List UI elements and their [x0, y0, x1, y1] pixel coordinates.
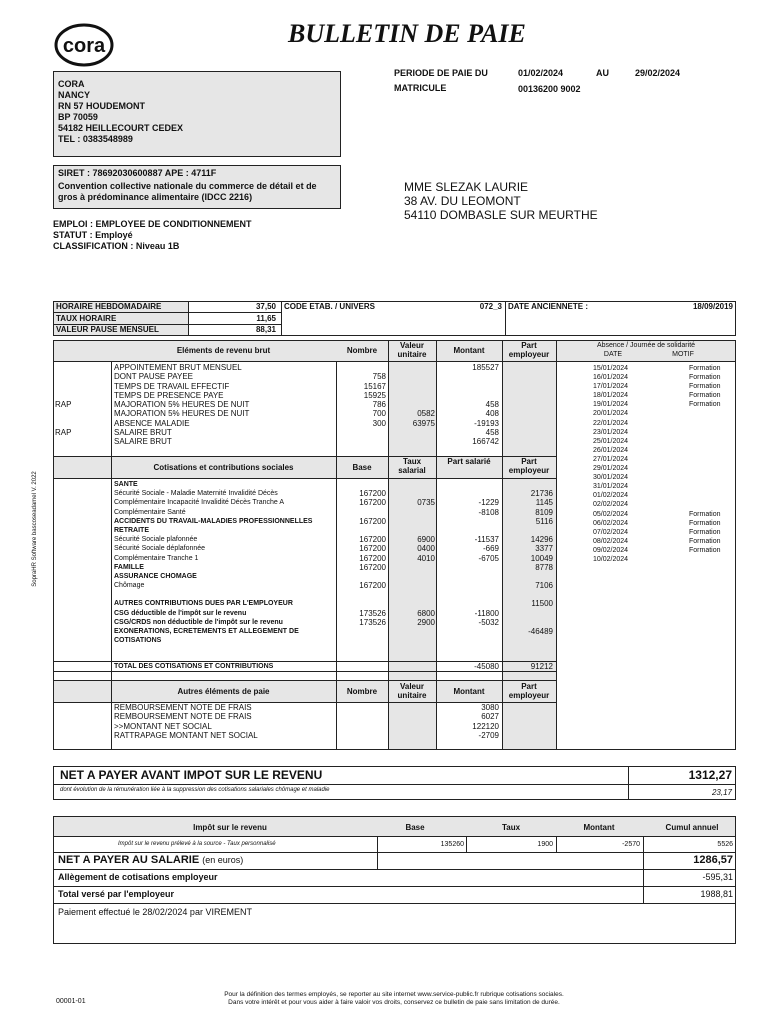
row-nombre: 15167 [363, 381, 386, 391]
absence-row [593, 382, 733, 391]
table-row [53, 372, 556, 381]
impot-header-taux: Taux [501, 823, 521, 832]
row-montant: 3080 [481, 703, 499, 712]
impot-header-cumul: Cumul annuel [665, 823, 719, 832]
impot-row-cumul: 5526 [717, 841, 733, 848]
absence-date: 23/01/2024 [593, 428, 629, 436]
brut-header-employeur: Part employeur [508, 341, 550, 359]
row-label: AUTRES CONTRIBUTIONS DUES PAR L'EMPLOYEUR [114, 600, 293, 608]
cot-total-salarie: -45080 [474, 662, 499, 671]
absence-date: 16/01/2024 [593, 374, 629, 382]
absence-date: 31/01/2024 [593, 483, 629, 491]
table-row [53, 480, 556, 489]
row-label: Sécurité Sociale - Maladie Maternité Invalidité Décès [114, 490, 278, 498]
table-row [53, 581, 556, 590]
evolution-value: 23,17 [711, 788, 732, 797]
absence-date: 19/01/2024 [593, 401, 629, 409]
row-employeur: 14296 [530, 535, 553, 545]
absence-date: 17/01/2024 [593, 383, 629, 391]
row-label: ASSURANCE CHOMAGE [114, 572, 197, 580]
cot-header-label: Cotisations et contributions sociales [153, 463, 294, 472]
taux-value: 11,65 [256, 314, 276, 323]
absence-row [593, 391, 733, 400]
impot-row-montant: -2570 [622, 841, 640, 848]
row-base: 173526 [359, 608, 386, 618]
employer-line: CORA [58, 79, 85, 89]
matricule-label: MATRICULE [394, 83, 447, 93]
absence-row [593, 491, 733, 500]
anciennete-label: DATE ANCIENNETE : [508, 302, 588, 311]
row-montant: 458 [485, 428, 499, 438]
row-label: TEMPS DE TRAVAIL EFFECTIF [114, 381, 230, 391]
row-base: 167200 [359, 581, 386, 591]
table-row [53, 526, 556, 535]
row-label: Complémentaire Incapacité Invalidité Décès Tranche A [114, 499, 285, 507]
absence-row [593, 537, 733, 546]
row-montant: 6027 [481, 712, 499, 722]
table-row [53, 391, 556, 400]
employer-line: 54182 HEILLECOURT CEDEX [58, 123, 184, 133]
brut-header-label: Eléments de revenu brut [176, 346, 271, 355]
table-row [53, 428, 556, 437]
row-nombre: 758 [372, 372, 386, 382]
row-employeur: 8109 [535, 507, 553, 517]
absence-row [593, 409, 733, 418]
code-label: CODE ETAB. / UNIVERS [284, 302, 375, 311]
row-label: RETRAITE [114, 526, 149, 534]
table-row [53, 731, 556, 740]
absence-motif: Formation [689, 392, 721, 400]
table-row [53, 636, 556, 645]
row-base: 167200 [359, 516, 386, 526]
impot-row-taux: 1900 [537, 841, 553, 848]
absence-row [593, 546, 733, 555]
table-row [53, 722, 556, 731]
absence-row [593, 446, 733, 455]
absence-date: 22/01/2024 [593, 419, 629, 427]
row-salarie: -11800 [474, 608, 499, 618]
total-verse-label: Total versé par l'employeur [58, 889, 175, 899]
table-row [53, 517, 556, 526]
table-row [53, 544, 556, 553]
cotisation-rows [53, 480, 556, 645]
impot-header-base: Base [405, 823, 425, 832]
table-row [53, 489, 556, 498]
absence-motif: Formation [689, 374, 721, 382]
row-label: COTISATIONS [114, 637, 162, 645]
row-montant: -2709 [478, 730, 499, 740]
table-row [53, 618, 556, 627]
absence-row [593, 528, 733, 537]
table-row [53, 609, 556, 618]
table-row [53, 363, 556, 372]
row-employeur: 8778 [535, 562, 553, 572]
absence-date: 10/02/2024 [593, 555, 629, 563]
employer-box [53, 71, 341, 157]
brut-header-valeur: Valeur unitaire [397, 341, 427, 359]
total-verse-value: 1988,81 [700, 889, 733, 899]
absence-motif: Formation [689, 510, 721, 518]
brut-header-nombre: Nombre [346, 346, 378, 355]
absence-date: 29/01/2024 [593, 465, 629, 473]
employee-name: MME SLEZAK LAURIE [404, 180, 529, 194]
absence-date: 20/01/2024 [593, 410, 629, 418]
absence-row [593, 473, 733, 482]
row-salarie: -1229 [478, 498, 499, 508]
absence-date: 26/01/2024 [593, 446, 629, 454]
absence-row [593, 500, 733, 509]
row-label: SALAIRE BRUT [114, 437, 172, 447]
employer-line: RN 57 HOUDEMONT [58, 101, 146, 111]
row-employeur: 11500 [531, 599, 553, 609]
row-salarie: -8108 [478, 507, 499, 517]
absence-date: 02/02/2024 [593, 501, 629, 509]
absence-row [593, 519, 733, 528]
absence-title: Absence / Journée de solidarité [596, 342, 696, 349]
row-nombre: 700 [372, 409, 386, 419]
row-employeur: 21736 [530, 489, 553, 499]
absence-row [593, 510, 733, 519]
matricule-value: 00136200 9002 [518, 84, 581, 94]
autres-rows [53, 703, 556, 740]
table-row [53, 627, 556, 636]
employer-line: BP 70059 [58, 112, 98, 122]
row-employeur: 1145 [535, 498, 553, 508]
employer-line: TEL : 0383548989 [58, 134, 133, 144]
cot-total-label: TOTAL DES COTISATIONS ET CONTRIBUTIONS [114, 663, 274, 670]
row-label: >>MONTANT NET SOCIAL [114, 721, 212, 731]
table-row [53, 599, 556, 608]
row-montant: 185527 [472, 363, 499, 372]
table-row [53, 419, 556, 428]
row-montant: 458 [485, 400, 499, 410]
autres-header-label: Autres éléments de paie [177, 687, 270, 696]
net-salarie-value: 1286,57 [693, 854, 733, 866]
absence-date: 25/01/2024 [593, 437, 629, 445]
classification: CLASSIFICATION : Niveau 1B [53, 241, 180, 251]
page-title: BULLETIN DE PAIE [288, 19, 526, 48]
row-valeur: 63975 [412, 418, 435, 428]
absence-row [593, 482, 733, 491]
row-label: APPOINTEMENT BRUT MENSUEL [114, 363, 242, 372]
row-taux: 6800 [417, 608, 435, 618]
impot-header-label: Impôt sur le revenu [193, 823, 267, 832]
absence-row [593, 428, 733, 437]
row-base: 167200 [359, 553, 386, 563]
employee-address-2: 54110 DOMBASLE SUR MEURTHE [404, 208, 598, 222]
absence-date: 05/02/2024 [593, 510, 629, 518]
table-row [53, 382, 556, 391]
row-label: CSG déductible de l'impôt sur le revenu [114, 609, 247, 617]
absence-date: 07/02/2024 [593, 528, 629, 536]
table-row [53, 508, 556, 517]
table-row [53, 535, 556, 544]
row-salarie: -6705 [478, 553, 499, 563]
row-nombre: 786 [372, 400, 386, 410]
paiement: Paiement effectué le 28/02/2024 par VIREMENT [58, 907, 252, 917]
row-montant: 408 [485, 409, 499, 419]
row-prefix: RAP [55, 400, 72, 410]
row-salarie: -5032 [478, 617, 499, 627]
table-row [53, 703, 556, 712]
row-label: RATTRAPAGE MONTANT NET SOCIAL [114, 730, 258, 740]
absence-motif: Formation [689, 528, 721, 536]
table-row [53, 590, 556, 599]
absence-motif: Formation [689, 519, 721, 527]
brut-rows [53, 363, 556, 447]
absence-motif: Formation [689, 365, 721, 372]
absence-date: 15/01/2024 [593, 365, 629, 372]
row-base: 167200 [359, 498, 386, 508]
pause-value: 88,31 [255, 325, 276, 334]
anciennete-value: 18/09/2019 [692, 302, 733, 311]
employee-address-1: 38 AV. DU LEOMONT [404, 194, 521, 208]
period-to: 29/02/2024 [635, 68, 681, 78]
row-label: Complémentaire Tranche 1 [114, 554, 199, 562]
pause-label: VALEUR PAUSE MENSUEL [56, 325, 159, 334]
siret-box [53, 165, 341, 209]
row-employeur: 3377 [535, 544, 553, 554]
allegement-label: Allègement de cotisations employeur [58, 872, 218, 882]
net-salarie-label [58, 854, 243, 867]
table-row [53, 400, 556, 409]
impot-row-base: 135260 [440, 841, 464, 848]
autres-header-nombre: Nombre [346, 687, 378, 696]
row-montant: -19193 [474, 418, 499, 428]
table-row [53, 437, 556, 446]
row-label: MAJORATION 5% HEURES DE NUIT [114, 409, 250, 419]
row-taux: 4010 [417, 553, 435, 563]
row-taux: 0735 [417, 498, 435, 508]
footer-notice [150, 991, 638, 1007]
absence-row [593, 400, 733, 409]
absence-row [593, 419, 733, 428]
row-label: REMBOURSEMENT NOTE DE FRAIS [114, 703, 252, 712]
row-base: 167200 [359, 544, 386, 554]
row-label: TEMPS DE PRESENCE PAYE [114, 390, 224, 400]
row-label: ABSENCE MALADIE [114, 418, 190, 428]
row-nombre: 300 [372, 418, 386, 428]
software-stamp: SopraHR Software bascoseadamel V. 2022 [32, 471, 38, 587]
autres-header-employeur: Part employeur [508, 682, 550, 700]
cot-header-employeur: Part employeur [508, 457, 550, 475]
absence-date: 09/02/2024 [593, 546, 629, 554]
absence-col-date: DATE [603, 351, 623, 358]
footer-line-2: Dans votre intérêt et pour vous aider à faire valoir vos droits, conservez ce bulletin de paie sans limitation de durée. [228, 999, 560, 1006]
table-row [53, 554, 556, 563]
row-taux: 0400 [417, 544, 435, 554]
row-montant: 166742 [472, 437, 499, 447]
employer-address [58, 79, 183, 145]
autres-header-montant: Montant [453, 687, 485, 696]
table-row [53, 409, 556, 418]
row-salarie: -11537 [474, 535, 499, 545]
absence-col-motif: MOTIF [672, 351, 694, 358]
allegement-value: -595,31 [702, 872, 733, 882]
row-valeur: 0582 [417, 409, 435, 419]
row-label: Chômage [114, 582, 145, 590]
employer-line: NANCY [58, 90, 91, 100]
horaire-label: HORAIRE HEBDOMADAIRE [56, 302, 162, 311]
absence-motif: Formation [689, 383, 721, 391]
row-label: Sécurité Sociale plafonnée [114, 536, 198, 544]
row-montant: 122120 [472, 721, 499, 731]
row-employeur: -46489 [528, 627, 553, 636]
row-label: DONT PAUSE PAYEE [114, 372, 193, 382]
net-avant-label: NET A PAYER AVANT IMPOT SUR LE REVENU [60, 768, 323, 782]
absence-row [593, 455, 733, 464]
employee-address [404, 180, 598, 222]
impot-row-label: Impôt sur le revenu prélevé à la source - Taux personnalisé [118, 841, 276, 847]
absence-row [593, 437, 733, 446]
period-label: PERIODE DE PAIE DU [394, 68, 488, 78]
row-prefix: RAP [55, 428, 72, 438]
row-label: CSG/CRDS non déductible de l'impôt sur le revenu [114, 618, 283, 626]
emploi: EMPLOI : EMPLOYEE DE CONDITIONNEMENT [53, 219, 252, 229]
statut: STATUT : Employé [53, 230, 133, 240]
footer-line-1: Pour la définition des termes employés, se reporter au site internet www.service-public.fr rubrique cotisations sociales. [224, 991, 564, 998]
row-label: EXONERATIONS, ECRETEMENTS ET ALLEGEMENT DE [114, 628, 299, 635]
net-salarie-title: NET A PAYER AU SALARIE [58, 854, 200, 866]
row-label: FAMILLE [114, 563, 144, 571]
table-row [53, 498, 556, 507]
row-label: REMBOURSEMENT NOTE DE FRAIS [114, 712, 252, 722]
siret: SIRET : 78692030600887 APE : 4711F [58, 168, 217, 178]
convention: Convention collective nationale du commerce de détail et de gros à prédominance alimentaire (IDCC 2216) [58, 181, 317, 202]
taux-label: TAUX HORAIRE [56, 314, 117, 323]
table-row [53, 563, 556, 572]
row-label: MAJORATION 5% HEURES DE NUIT [114, 400, 250, 410]
row-nombre: 15925 [363, 390, 386, 400]
row-employeur: 7106 [535, 581, 553, 591]
autres-header-valeur: Valeur unitaire [397, 682, 427, 700]
absence-date: 27/01/2024 [593, 455, 629, 463]
period-au: AU [596, 68, 609, 78]
absence-row [593, 373, 733, 382]
cot-header-base: Base [352, 463, 372, 472]
row-label: SALAIRE BRUT [114, 428, 172, 438]
row-base: 167200 [359, 562, 386, 572]
evolution-label: dont évolution de la rémunération liée à la suppression des cotisations salariales chômage et maladie [60, 787, 330, 793]
horaire-value: 37,50 [255, 302, 276, 311]
absence-date: 18/01/2024 [593, 392, 629, 400]
absence-date: 01/02/2024 [593, 492, 629, 500]
row-base: 167200 [359, 489, 386, 499]
footer-code: 00001-01 [56, 998, 86, 1005]
row-taux: 2900 [417, 617, 435, 627]
row-salarie: -669 [482, 544, 499, 554]
row-base: 167200 [359, 535, 386, 545]
row-taux: 6900 [417, 535, 435, 545]
cora-logo [54, 23, 114, 67]
row-base: 173526 [359, 617, 386, 627]
absence-motif: Formation [689, 401, 721, 409]
absence-rows [593, 364, 733, 564]
employee-job [53, 219, 252, 252]
row-label: Sécurité Sociale déplafonnée [114, 545, 206, 553]
row-label: Complémentaire Santé [114, 508, 186, 516]
cot-total-employeur: 91212 [530, 662, 553, 671]
cot-header-salarie: Part salarié [447, 457, 491, 466]
impot-header-montant: Montant [583, 823, 615, 832]
code-value: 072_3 [479, 302, 502, 311]
row-employeur: 10049 [530, 553, 553, 563]
absence-date: 08/02/2024 [593, 537, 629, 545]
absence-row [593, 555, 733, 564]
row-label: ACCIDENTS DU TRAVAIL-MALADIES PROFESSIONNELLES [114, 517, 313, 525]
cot-header-taux: Taux salarial [398, 457, 426, 475]
absence-motif: Formation [689, 546, 721, 554]
absence-motif: Formation [689, 537, 721, 545]
net-avant-value: 1312,27 [688, 768, 732, 782]
net-salarie-unit: (en euros) [202, 855, 244, 865]
absence-row [593, 364, 733, 373]
absence-row [593, 464, 733, 473]
absence-date: 30/01/2024 [593, 474, 629, 482]
absence-date: 06/02/2024 [593, 519, 629, 527]
row-employeur: 5116 [535, 516, 553, 526]
brut-header-montant: Montant [453, 346, 485, 355]
period-from: 01/02/2024 [518, 68, 564, 78]
row-label: SANTE [114, 481, 138, 488]
table-row [53, 572, 556, 581]
table-row [53, 712, 556, 721]
logo-text: cora [62, 35, 106, 57]
